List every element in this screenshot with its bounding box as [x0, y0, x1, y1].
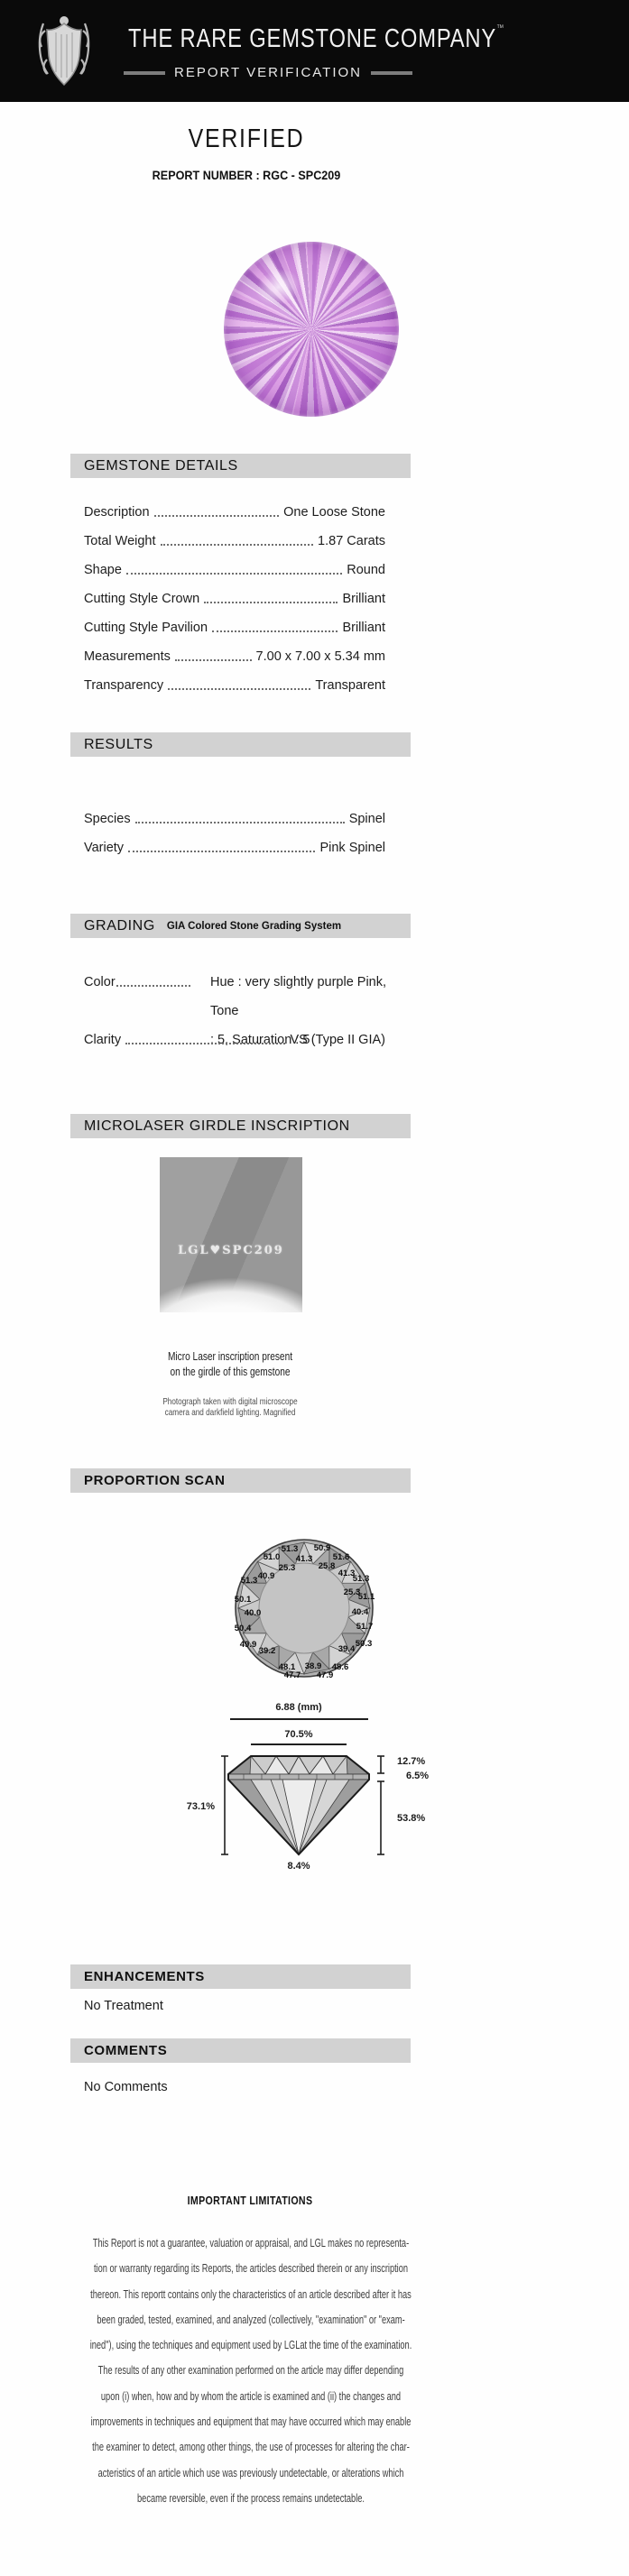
- detail-value: Round: [347, 563, 385, 577]
- detail-row: [84, 527, 385, 556]
- detail-row: [84, 613, 385, 642]
- detail-row: [84, 498, 385, 527]
- result-row: [84, 805, 385, 833]
- profile-pavilion-facets: [228, 1780, 369, 1854]
- result-value: Spinel: [348, 812, 385, 826]
- detail-row: [84, 642, 385, 671]
- detail-label: Measurements: [84, 649, 171, 664]
- facet-angle-value: 40.4: [351, 1607, 369, 1617]
- section-bar-gemstone-details: [70, 454, 411, 478]
- limitations-line: tion or warranty regarding its Reports, the articles described therein or any inscription: [93, 2262, 409, 2276]
- total-depth-label: 73.1%: [186, 1801, 215, 1812]
- section-title: RESULTS: [84, 736, 153, 752]
- dotted-leader: [204, 602, 338, 603]
- detail-value: Brilliant: [342, 621, 385, 635]
- limitations-line: The results of any other examination performed on the article may differ depending: [97, 2364, 404, 2378]
- trademark-symbol: ™: [496, 23, 504, 33]
- result-label: Species: [84, 812, 131, 826]
- section-bar-enhancements: [70, 1964, 411, 1989]
- detail-value: 1.87 Carats: [318, 534, 385, 548]
- grading-clarity-row: [70, 1026, 411, 1054]
- color-value-line2: : 5, Saturation : 5: [210, 1033, 310, 1047]
- scale-length-label: 6.88 (mm): [275, 1702, 322, 1713]
- dotted-leader: [126, 573, 342, 575]
- enhancements-value: No Treatment: [84, 1999, 163, 2013]
- girdle-inscription-photo: [160, 1157, 302, 1312]
- limitations-line: been graded, tested, examined, and analyzed (collectively, "examination" or "exam-: [97, 2313, 405, 2326]
- limitations-line: acteristics of an article which use was previously undetectable, or alterations which: [97, 2466, 404, 2479]
- limitations-line: the examiner to detect, among other things, the use of processes for altering the char-: [92, 2441, 410, 2454]
- results-rows: [70, 805, 411, 862]
- dotted-leader: [154, 515, 280, 517]
- facet-angle-value: 51.0: [263, 1552, 281, 1562]
- caption-line2: on the girdle of this gemstone: [170, 1365, 291, 1378]
- comments-value: No Comments: [84, 2080, 168, 2094]
- facet-angle-value: 50.4: [234, 1624, 252, 1633]
- detail-row: [84, 584, 385, 613]
- facet-angle-value: 41.3: [295, 1554, 313, 1564]
- facet-angle-value: 25.8: [318, 1561, 336, 1571]
- section-title: COMMENTS: [84, 2043, 168, 2058]
- company-crest-logo: [34, 12, 94, 91]
- facet-angle-value: 40.9: [257, 1571, 275, 1581]
- inscription-caption: [51, 1348, 410, 1379]
- limitations-line: improvements in techniques and equipment that may have occurred which may enable: [90, 2415, 412, 2429]
- company-name: [128, 23, 504, 54]
- right-dash: [371, 71, 412, 75]
- section-bar-microlaser: [70, 1114, 411, 1138]
- color-label: Color: [84, 975, 116, 989]
- limitations-line: thereon. This reportt contains only the characteristics of an article described after it has: [90, 2287, 412, 2301]
- detail-row: [84, 671, 385, 700]
- facet-angle-value: 38.9: [304, 1661, 322, 1671]
- detail-value: Brilliant: [342, 592, 385, 606]
- proportion-scan-diagram: [99, 1524, 505, 1885]
- section-title: PROPORTION SCAN: [84, 1473, 226, 1488]
- section-title: GRADING: [84, 917, 155, 934]
- facet-angle-value: 40.0: [244, 1608, 262, 1618]
- section-title: MICROLASER GIRDLE INSCRIPTION: [84, 1118, 350, 1134]
- facet-angle-value: 39.2: [258, 1646, 276, 1656]
- banner-text: REPORT VERIFICATION: [173, 65, 363, 80]
- facet-angle-value: 51.6: [332, 1552, 350, 1562]
- clarity-label: Clarity: [84, 1033, 122, 1047]
- gemstone-details-rows: [70, 498, 411, 700]
- clarity-value: VS (Type II GIA): [290, 1033, 385, 1047]
- detail-value: Transparent: [315, 678, 385, 693]
- facet-angle-value: 51.1: [357, 1592, 375, 1602]
- facet-angle-value: 50.1: [234, 1595, 252, 1605]
- page-header: [0, 0, 629, 102]
- facet-angle-value: 50.3: [355, 1639, 373, 1649]
- verified-status: [7, 124, 486, 154]
- dotted-leader: [212, 630, 338, 632]
- header-titles: [97, 0, 504, 102]
- note-line1: Photograph taken with digital microscope: [162, 1396, 298, 1407]
- limitations-line: upon (i) when, how and by whom the article is examined and (ii) the changes and: [100, 2389, 402, 2403]
- dotted-leader: [168, 688, 310, 690]
- report-number: REPORT NUMBER : RGC - SPC209: [152, 168, 341, 182]
- section-title: GEMSTONE DETAILS: [84, 457, 238, 474]
- dotted-leader: [161, 544, 314, 546]
- girdle-thickness-label: 6.5%: [406, 1771, 430, 1781]
- laser-inscription-text: LGL♥SPC209: [178, 1244, 284, 1257]
- facet-angle-value: 47.9: [316, 1670, 334, 1680]
- dotted-leader: [128, 851, 315, 852]
- detail-label: Description: [84, 505, 150, 520]
- section-title: ENHANCEMENTS: [84, 1969, 205, 1984]
- facet-angle-value: 47.7: [283, 1670, 301, 1680]
- left-dash: [124, 71, 165, 75]
- facet-angle-value: 39.4: [338, 1644, 356, 1654]
- facet-angle-value: 25.3: [343, 1587, 361, 1597]
- limitations-line: ined"), using the techniques and equipment used by LGLat the time of the examination.: [89, 2339, 412, 2352]
- note-line2: camera and darkfield lighting. Magnified: [164, 1407, 296, 1418]
- pavilion-depth-label: 53.8%: [397, 1813, 426, 1824]
- facet-angle-value: 50.9: [313, 1543, 331, 1553]
- company-name-text: THE RARE GEMSTONE COMPANY: [128, 24, 497, 53]
- detail-label: Total Weight: [84, 534, 156, 548]
- dotted-leader: [116, 985, 190, 987]
- facet-angle-value: 41.3: [338, 1569, 356, 1578]
- facet-angle-value: 48.1: [278, 1662, 296, 1672]
- color-value-line1: Hue : very slightly purple Pink, Tone: [210, 975, 387, 1018]
- detail-value: 7.00 x 7.00 x 5.34 mm: [255, 649, 385, 664]
- limitations-title: IMPORTANT LIMITATIONS: [187, 2194, 313, 2207]
- detail-label: Cutting Style Crown: [84, 592, 200, 606]
- facet-angle-value: 51.3: [281, 1544, 299, 1554]
- detail-value: One Loose Stone: [283, 505, 385, 520]
- dotted-leader: [175, 659, 252, 661]
- facet-angle-value: 48.6: [331, 1662, 349, 1672]
- detail-row: [84, 556, 385, 584]
- dotted-leader: [125, 1043, 285, 1044]
- facet-angle-value: 51.7: [356, 1622, 374, 1632]
- facet-angle-value: 51.3: [352, 1574, 370, 1584]
- verified-text: VERIFIED: [188, 124, 305, 153]
- result-value: Pink Spinel: [319, 841, 385, 855]
- section-bar-comments: [70, 2038, 411, 2063]
- gemstone-photo: [224, 242, 399, 417]
- grading-system-subtitle: GIA Colored Stone Grading System: [166, 920, 342, 932]
- section-bar-grading: [70, 914, 411, 938]
- crown-height-label: 12.7%: [397, 1756, 426, 1767]
- color-label-group: [84, 968, 190, 997]
- clarity-row: [84, 1026, 385, 1054]
- limitations-line: This Report is not a guarantee, valuation or appraisal, and LGL makes no representa-: [92, 2237, 410, 2249]
- table-percent-label: 70.5%: [284, 1729, 313, 1740]
- profile-girdle: [228, 1774, 369, 1780]
- facet-angle-value: 25.3: [278, 1563, 296, 1573]
- section-bar-results: [70, 732, 411, 757]
- facet-angle-value: 51.3: [240, 1576, 258, 1586]
- caption-line1: Micro Laser inscription present: [167, 1349, 293, 1363]
- detail-label: Cutting Style Pavilion: [84, 621, 208, 635]
- culet-label: 8.4%: [287, 1861, 310, 1872]
- limitations-body: [84, 2231, 418, 2511]
- facet-angle-value: 49.9: [239, 1640, 257, 1650]
- inscription-note: [51, 1396, 410, 1418]
- detail-label: Transparency: [84, 678, 164, 693]
- section-bar-proportion-scan: [70, 1468, 411, 1493]
- detail-label: Shape: [84, 563, 122, 577]
- report-verification-banner: [97, 65, 439, 80]
- result-label: Variety: [84, 841, 125, 855]
- dotted-leader: [135, 822, 345, 823]
- result-row: [84, 833, 385, 862]
- limitations-line: became reversible, even if the process remains undetectable.: [137, 2491, 365, 2505]
- profile-crown-facets: [228, 1756, 369, 1774]
